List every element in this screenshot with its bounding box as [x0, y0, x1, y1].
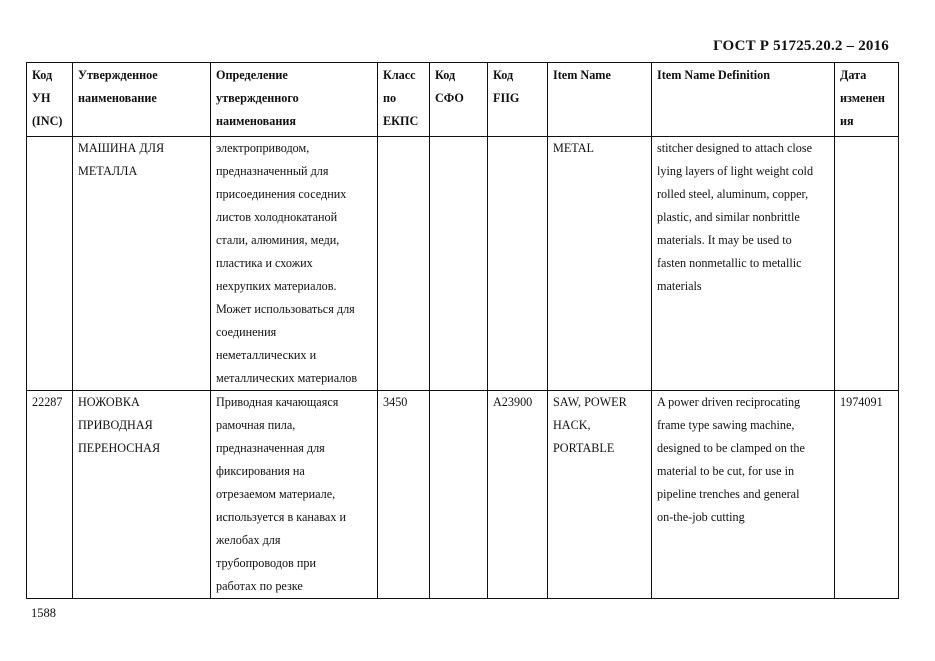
cell-sfo [430, 391, 488, 599]
cell-inc [27, 137, 73, 391]
header-item-name: Item Name [548, 63, 652, 137]
header-sfo: Код СФО [430, 63, 488, 137]
header-item-name-definition: Item Name Definition [652, 63, 835, 137]
cell-fiig [488, 137, 548, 391]
cell-definition: электроприводом, предназначенный для присоединения соседних листов холоднокатаной стали, алюминия, меди, пластика и схожих нехрупких материалов. Может использоваться для соединения неметаллических и металлических материалов [211, 137, 378, 391]
cell-definition: Приводная качающаяся рамочная пила, предназначенная для фиксирования на отрезаемом материале, используется в канавах и желобах для трубопроводов при работах по резке [211, 391, 378, 599]
header-definition: Определение утвержденного наименования [211, 63, 378, 137]
header-fiig: Код FIIG [488, 63, 548, 137]
cell-change-date: 1974091 [835, 391, 899, 599]
cell-fiig: A23900 [488, 391, 548, 599]
cell-item-name: SAW, POWER HACK, PORTABLE [548, 391, 652, 599]
cell-approved-name: НОЖОВКА ПРИВОДНАЯ ПЕРЕНОСНАЯ [73, 391, 211, 599]
standard-designation: ГОСТ Р 51725.20.2 – 2016 [713, 38, 889, 54]
header-change-date: Дата изменен ия [835, 63, 899, 137]
cell-change-date [835, 137, 899, 391]
cell-item-name-definition: stitcher designed to attach close lying layers of light weight cold rolled steel, aluminum, copper, plastic, and similar nonbrittle materials. It may be used to fasten nonmetallic to metallic materials [652, 137, 835, 391]
cell-approved-name: МАШИНА ДЛЯ МЕТАЛЛА [73, 137, 211, 391]
header-inc: Код УН (INC) [27, 63, 73, 137]
header-approved-name: Утвержденное наименование [73, 63, 211, 137]
header-class: Класс по ЕКПС [378, 63, 430, 137]
cell-class [378, 137, 430, 391]
table-row [27, 391, 899, 599]
item-name-table [26, 62, 899, 599]
cell-class: 3450 [378, 391, 430, 599]
table-header-row [27, 63, 899, 137]
cell-sfo [430, 137, 488, 391]
cell-inc: 22287 [27, 391, 73, 599]
table-row [27, 137, 899, 391]
cell-item-name-definition: A power driven reciprocating frame type sawing machine, designed to be clamped on the material to be cut, for use in pipeline trenches and general on-the-job cutting [652, 391, 835, 599]
page-number: 1588 [31, 606, 56, 620]
cell-item-name: METAL [548, 137, 652, 391]
